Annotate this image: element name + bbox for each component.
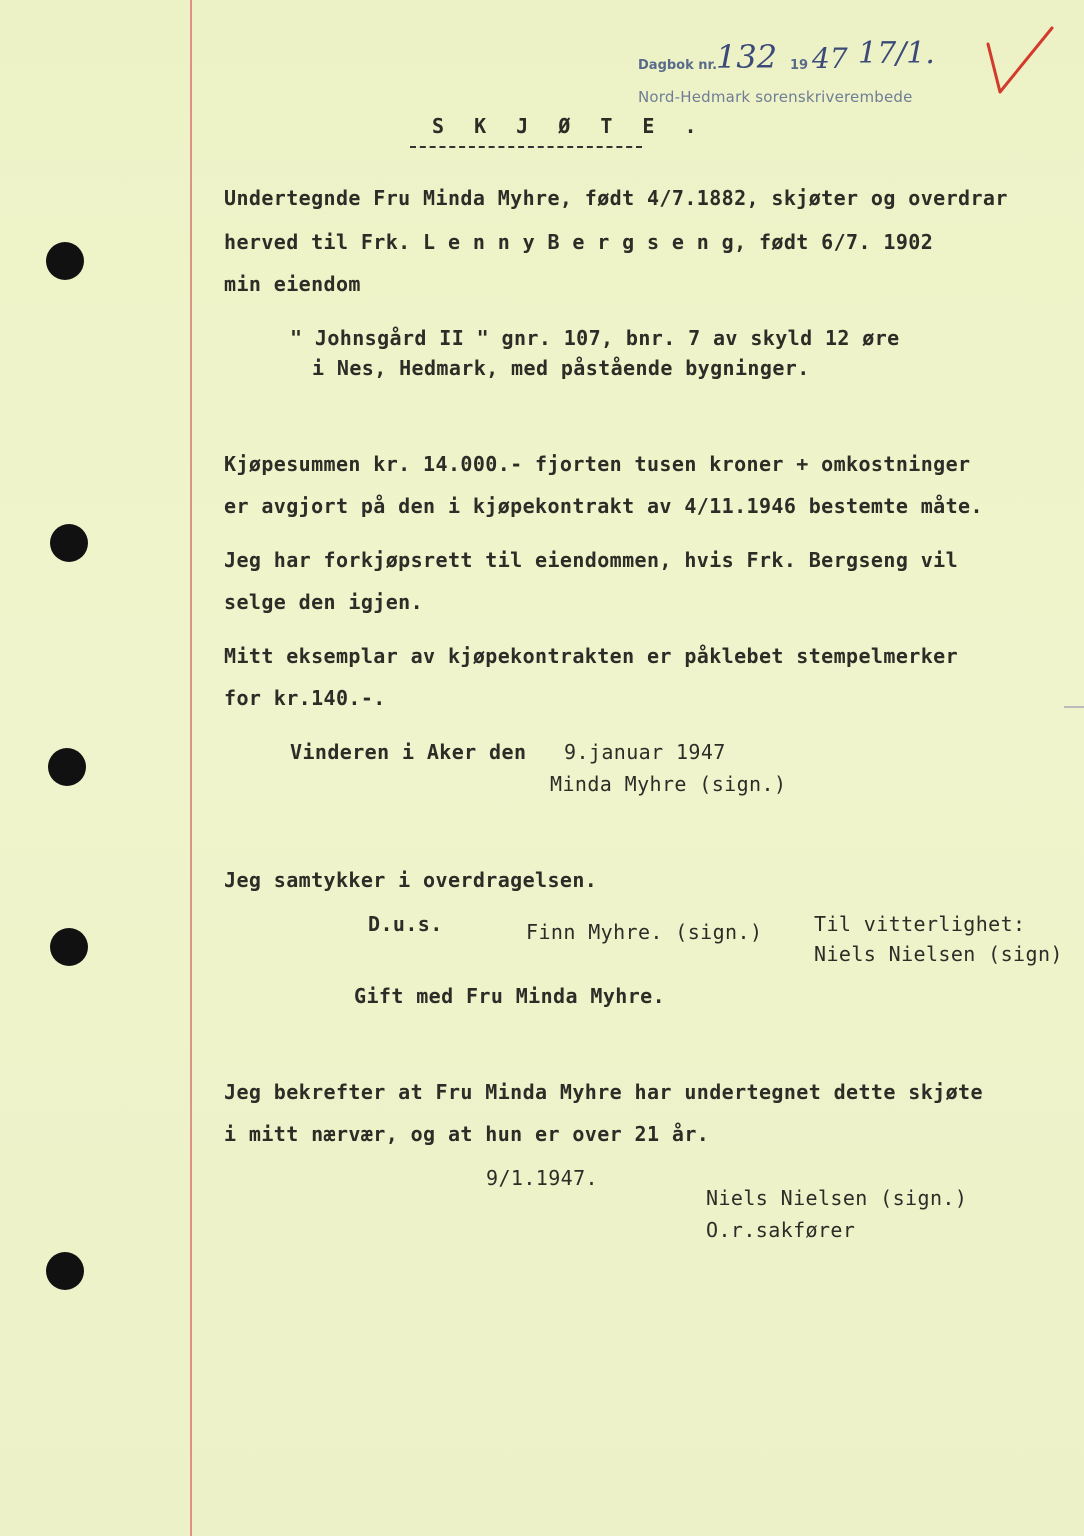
margin-line <box>190 0 192 1536</box>
punch-hole <box>46 242 84 280</box>
preemption-line-2: selge den igjen. <box>224 590 424 614</box>
edge-mark <box>1064 706 1084 708</box>
stamp-date: 17/1. <box>858 36 935 71</box>
witness-label: Til vitterlighet: <box>814 912 1026 936</box>
confirm-line-1: Jeg bekrefter at Fru Minda Myhre har undertegnet dette skjøte <box>224 1080 983 1104</box>
property-line-2: i Nes, Hedmark, med påstående bygninger. <box>312 356 810 380</box>
stamps-note-line-1: Mitt eksemplar av kjøpekontrakten er påklebet stempelmerker <box>224 644 959 668</box>
punch-hole <box>50 928 88 966</box>
intro-line-1: Undertegnde Fru Minda Myhre, født 4/7.1882, skjøter og overdrar <box>224 186 1008 210</box>
price-line-2: er avgjort på den i kjøpekontrakt av 4/11.1946 bestemte måte. <box>224 494 983 518</box>
property-line-1: " Johnsgård II " gnr. 107, bnr. 7 av skyld 12 øre <box>290 326 900 350</box>
punch-hole <box>48 748 86 786</box>
confirm-line-2: i mitt nærvær, og at hun er over 21 år. <box>224 1122 710 1146</box>
price-line-1: Kjøpesummen kr. 14.000.- fjorten tusen kroner + omkostninger <box>224 452 971 476</box>
stamp-year-prefix: 19 <box>790 58 809 73</box>
attester-title: O.r.sakfører <box>706 1218 856 1242</box>
place-date: Vinderen i Aker den <box>290 740 527 764</box>
stamp-number: 132 <box>716 38 778 76</box>
preemption-line-1: Jeg har forkjøpsrett til eiendommen, hvis Frk. Bergseng vil <box>224 548 959 572</box>
punch-hole <box>46 1252 84 1290</box>
checkmark-icon <box>982 22 1056 98</box>
dus-text: D.u.s. <box>368 912 443 936</box>
confirm-date: 9/1.1947. <box>486 1166 598 1190</box>
punch-hole <box>50 524 88 562</box>
attester-name: Niels Nielsen (sign.) <box>706 1186 968 1210</box>
stamps-note-line-2: for kr.140.-. <box>224 686 386 710</box>
document-title: S K J Ø T E . <box>432 114 706 138</box>
intro-line-2: herved til Frk. L e n n y B e r g s e n g, født 6/7. 1902 <box>224 230 934 254</box>
stamp-office: Nord-Hedmark sorenskriverembede <box>638 88 913 106</box>
consent-text: Jeg samtykker i overdragelsen. <box>224 868 598 892</box>
title-underline <box>410 146 642 148</box>
sign-date: 9.januar 1947 <box>564 740 726 764</box>
intro-line-3: min eiendom <box>224 272 361 296</box>
finn-signature: Finn Myhre. (sign.) <box>526 920 763 944</box>
married-text: Gift med Fru Minda Myhre. <box>354 984 666 1008</box>
witness-name: Niels Nielsen (sign) <box>814 942 1063 966</box>
stamp-dagbok-label: Dagbok nr. <box>638 58 718 73</box>
signer-name: Minda Myhre (sign.) <box>550 772 787 796</box>
stamp-year-suffix: 47 <box>812 42 848 75</box>
